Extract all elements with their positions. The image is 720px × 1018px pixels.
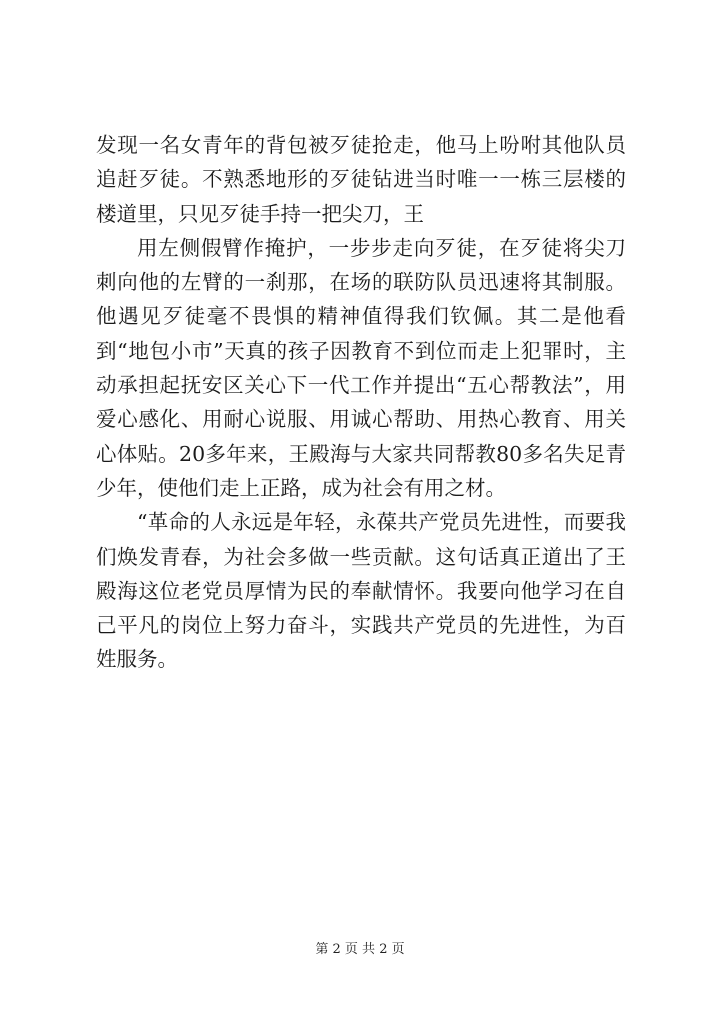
document-body <box>96 128 626 677</box>
page-number-footer: 第 2 页 共 2 页 <box>315 942 405 957</box>
paragraph-2: 用左侧假臂作掩护，一步步走向歹徒，在歹徒将尖刀刺向他的左臂的一刹那，在场的联防队员迅速将其制服。他遇见歹徒毫不畏惧的精神值得我们钦佩。其二是他看到“地包小市”天真的孩子因教育不到位而走上犯罪时，主动承担起抚安区关心下一代工作并提出“五心帮教法”，用爱心感化、用耐心说服、用诚心帮助、用热心教育、用关心体贴。20多年来，王殿海与大家共同帮教80多名失足青少年，使他们走上正路，成为社会有用之材。 <box>96 235 626 500</box>
paragraph-1: 发现一名女青年的背包被歹徒抢走，他马上吩咐其他队员追赶歹徒。不熟悉地形的歹徒钻进当时唯一一栋三层楼的楼道里，只见歹徒手持一把尖刀，王 <box>96 133 626 226</box>
paragraph-3: “革命的人永远是年轻，永葆共产党员先进性，而要我们焕发青春，为社会多做一些贡献。这句话真正道出了王殿海这位老党员厚情为民的奉献情怀。我要向他学习在自己平凡的岗位上努力奋斗，实践共产党员的先进性，为百姓服务。 <box>96 510 626 672</box>
